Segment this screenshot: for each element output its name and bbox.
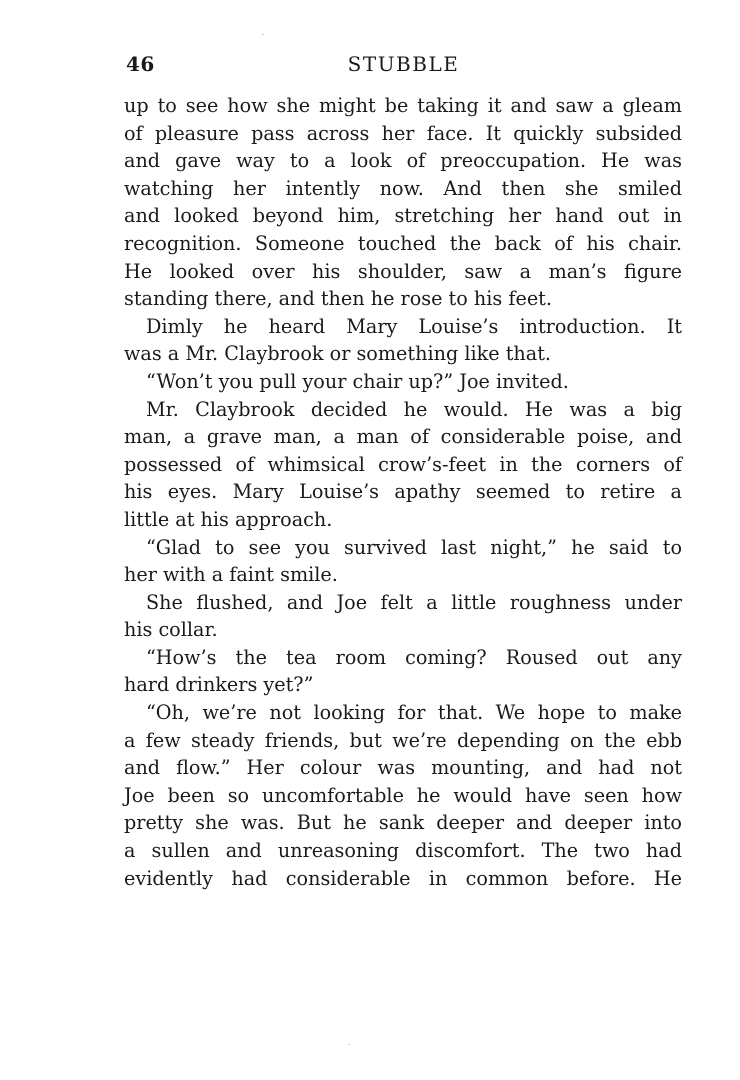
text-line: possessed of whimsical crow’s-feet in the corners of bbox=[124, 452, 682, 476]
text-line: and gave way to a look of preoccupation. He was bbox=[124, 149, 682, 173]
text-line: pretty she was. But he sank deeper and deeper into bbox=[124, 811, 682, 835]
text-line: “Won’t you pull your chair up?” Joe invited. bbox=[146, 369, 569, 393]
text-line: evidently had considerable in common before. He bbox=[124, 866, 682, 890]
text-line: and looked beyond him, stretching her hand out in bbox=[124, 204, 682, 228]
scan-speck bbox=[348, 1044, 350, 1045]
text-line: up to see how she might be taking it and saw a gleam bbox=[124, 94, 682, 117]
text-line: and flow.” Her colour was mounting, and had not bbox=[124, 756, 682, 780]
text-line: a sullen and unreasoning discomfort. The two had bbox=[124, 839, 682, 863]
text-line: was a Mr. Claybrook or something like that. bbox=[124, 342, 552, 366]
text-line: “Glad to see you survived last night,” he said to bbox=[146, 535, 682, 559]
page-number: 46 bbox=[126, 52, 155, 76]
text-line: recognition. Someone touched the back of his chair. bbox=[124, 231, 682, 255]
text-line: little at his approach. bbox=[124, 507, 333, 531]
text-line: watching her intently now. And then she smiled bbox=[124, 176, 682, 200]
text-line: his eyes. Mary Louise’s apathy seemed to retire a bbox=[124, 480, 682, 504]
text-line: Joe been so uncomfortable he would have seen how bbox=[124, 783, 682, 807]
text-line: He looked over his shoulder, saw a man’s figure bbox=[124, 259, 682, 283]
text-line: her with a faint smile. bbox=[124, 563, 338, 587]
text-line: his collar. bbox=[124, 618, 218, 642]
running-head: STUBBLE bbox=[347, 52, 460, 76]
text-line: Mr. Claybrook decided he would. He was a big bbox=[146, 397, 682, 421]
text-line: “Oh, we’re not looking for that. We hope to make bbox=[146, 701, 682, 725]
page-header bbox=[126, 52, 681, 82]
text-line: “How’s the tea room coming? Roused out any bbox=[146, 645, 682, 669]
text-line: standing there, and then he rose to his feet. bbox=[124, 287, 552, 311]
text-line: hard drinkers yet?” bbox=[124, 673, 314, 697]
text-line: a few steady friends, but we’re depending on the ebb bbox=[124, 728, 682, 752]
scan-speck bbox=[262, 34, 264, 35]
text-line: Dimly he heard Mary Louise’s introduction. It bbox=[146, 314, 682, 338]
text-line: of pleasure pass across her face. It quickly subsided bbox=[124, 121, 682, 145]
text-line: She flushed, and Joe felt a little roughness under bbox=[146, 590, 682, 614]
text-line: man, a grave man, a man of considerable poise, and bbox=[124, 425, 682, 449]
body-text bbox=[124, 92, 682, 892]
